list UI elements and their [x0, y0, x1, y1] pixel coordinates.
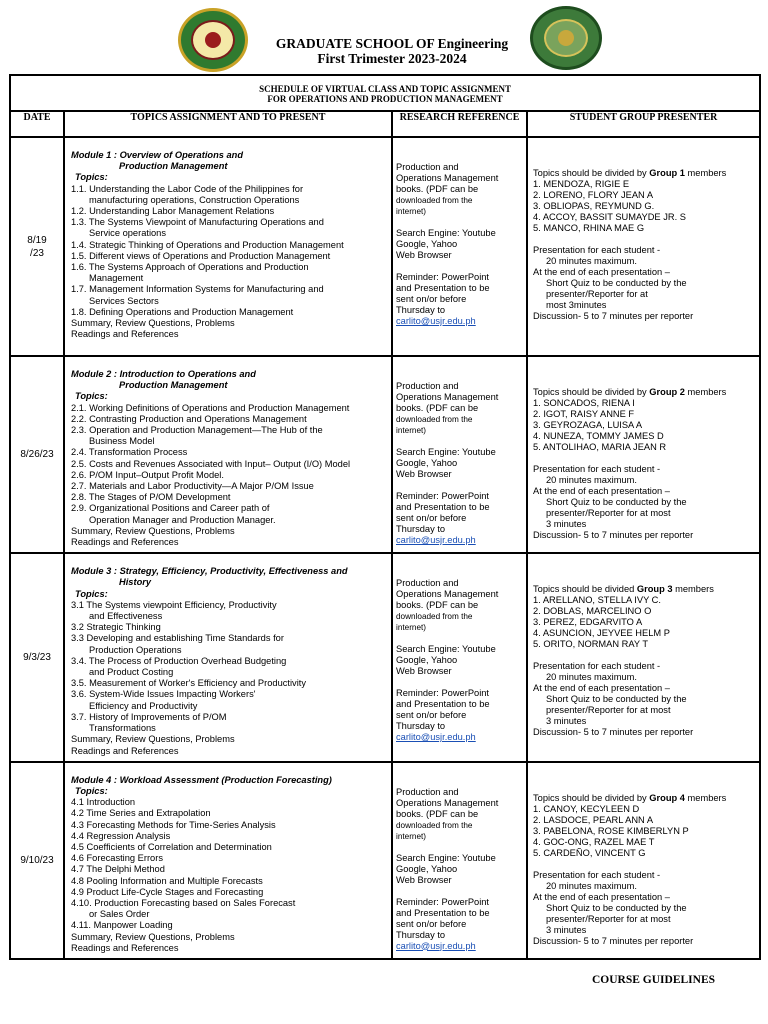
ref-line: downloaded from the — [396, 415, 473, 424]
presentation-rule: 20 minutes maximum. — [546, 880, 637, 891]
ref-line: Production and — [396, 381, 459, 391]
date-value: 9/10/23 — [20, 854, 54, 866]
presentation-rule: Presentation for each student - — [533, 245, 661, 255]
topics-label: Topics: — [75, 785, 108, 796]
date-value: 8/26/23 — [20, 449, 54, 461]
search-engine-line: Search Engine: Youtube — [396, 852, 496, 863]
group-member: 2. IGOT, RAISY ANNE F — [533, 409, 635, 419]
reminder-line: and Presentation to be — [396, 283, 490, 293]
seal-inner-ring — [544, 19, 588, 57]
topics-cell — [64, 137, 392, 356]
module-readings: Readings and References — [71, 745, 179, 756]
topic-item: 1.7. Management Information Systems for Manufacturing and — [71, 284, 324, 295]
topic-item: 4.2 Time Series and Extrapolation — [71, 808, 211, 819]
reminder-line: sent on/or before — [396, 294, 467, 304]
quiz-rule: Short Quiz to be conducted by the — [546, 497, 687, 507]
date-value-cont: /23 — [30, 247, 44, 259]
presentation-rule: Presentation for each student - — [533, 464, 661, 474]
schedule-row — [10, 762, 760, 959]
reminder-line: Thursday to — [396, 721, 446, 732]
topic-item: 4.5 Coefficients of Correlation and Determination — [71, 841, 272, 852]
group-member: 2. LASDOCE, PEARL ANN A — [533, 814, 654, 825]
presentation-rule: Presentation for each student - — [533, 869, 661, 880]
group-suffix: members — [675, 584, 714, 595]
date-value: 9/3/23 — [23, 651, 51, 663]
group-member: 3. OBLIOPAS, REYMUND G. — [533, 201, 655, 211]
reminder-line: Reminder: PowerPoint — [396, 491, 490, 501]
group-member: 5. MANCO, RHINA MAE G — [533, 223, 645, 233]
presenter-cell — [527, 553, 760, 761]
topic-item: 4.3 Forecasting Methods for Time-Series Analysis — [71, 819, 276, 830]
quiz-rule: presenter/Reporter for at most — [546, 913, 671, 924]
title-line-2: First Trimester 2023-2024 — [317, 51, 467, 66]
topic-item: 4.6 Forecasting Errors — [71, 853, 163, 864]
topic-item: 2.5. Costs and Revenues Associated with Input– Output (I/O) Model — [71, 458, 351, 469]
topic-item: 4.9 Product Life-Cycle Stages and Forecasting — [71, 886, 264, 897]
group-member: 1. MENDOZA, RIGIE E — [533, 179, 630, 189]
group-intro: Topics should be divided by — [533, 387, 647, 397]
reminder-line: Reminder: PowerPoint — [396, 272, 490, 282]
discussion-rule: Discussion- 5 to 7 minutes per reporter — [533, 530, 694, 540]
topics-cell — [64, 553, 392, 761]
seal-inner-ring — [191, 20, 235, 60]
column-header-reference: RESEARCH REFERENCE — [392, 111, 527, 137]
topic-item: 3.7. History of Improvements of P/OM — [71, 711, 227, 722]
topic-item: 2.8. The Stages of P/OM Development — [71, 492, 231, 503]
quiz-rule: 3 minutes — [546, 519, 587, 529]
topic-item: 4.11. Manpower Loading — [71, 920, 173, 931]
module-title-cont: History — [119, 577, 152, 588]
group-member: 1. ARELLANO, STELLA IVY C. — [533, 595, 661, 606]
reference-cell — [392, 553, 527, 761]
quiz-rule: At the end of each presentation – — [533, 891, 670, 902]
group-member: 5. ORITO, NORMAN RAY T — [533, 639, 649, 650]
banner-line-2: FOR OPERATIONS AND PRODUCTION MANAGEMENT — [267, 94, 503, 104]
date-cell — [10, 553, 64, 761]
date-cell — [10, 137, 64, 356]
module-summary: Summary, Review Questions, Problems — [71, 931, 235, 942]
module-title-cont: Production Management — [119, 161, 228, 172]
topic-item: 2.1. Working Definitions of Operations and Production Management — [71, 402, 350, 413]
topic-item-continuation: Management — [89, 273, 144, 284]
group-intro: Topics should be divided — [533, 584, 635, 595]
date-cell — [10, 356, 64, 553]
topic-item: 2.3. Operation and Production Management—The Hub of the — [71, 425, 323, 436]
group-intro: Topics should be divided by — [533, 792, 647, 803]
reminder-line: Thursday to — [396, 929, 446, 940]
discussion-rule: Discussion- 5 to 7 minutes per reporter — [533, 935, 694, 946]
module-title-cont: Production Management — [119, 380, 228, 391]
module-heading — [71, 150, 387, 161]
ref-line: downloaded from the — [396, 820, 473, 830]
module-heading — [71, 775, 387, 786]
ref-line: books. (PDF can be — [396, 403, 479, 413]
module-title: Overview of Operations and — [119, 150, 244, 160]
topic-item: 1.5. Different views of Operations and Production Management — [71, 250, 331, 261]
module-heading — [71, 566, 387, 577]
module-label: Module 2 : — [71, 369, 117, 379]
topic-item-continuation: Services Sectors — [89, 295, 159, 306]
group-suffix: members — [687, 168, 727, 178]
discussion-rule: Discussion- 5 to 7 minutes per reporter — [533, 727, 694, 738]
reminder-line: Thursday to — [396, 305, 446, 315]
reference-cell — [392, 356, 527, 553]
ref-line: Production and — [396, 578, 459, 589]
schedule-table — [9, 74, 761, 960]
topic-item: 1.1. Understanding the Labor Code of the Philippines for — [71, 183, 304, 194]
reminder-line: and Presentation to be — [396, 907, 490, 918]
schedule-rows — [10, 137, 760, 959]
topics-label: Topics: — [75, 588, 108, 599]
ref-line: Operations Management — [396, 589, 499, 600]
module-label: Module 1 : — [71, 150, 117, 160]
topic-item-continuation: and Effectiveness — [89, 611, 163, 622]
group-member: 2. DOBLAS, MARCELINO O — [533, 606, 652, 617]
topic-item: 2.2. Contrasting Production and Operations Management — [71, 413, 307, 424]
column-header-row — [10, 111, 760, 137]
topic-item: 1.3. The Systems Viewpoint of Manufacturing Operations and — [71, 217, 324, 228]
reminder-line: sent on/or before — [396, 710, 467, 721]
graduate-school-seal-logo — [530, 6, 602, 70]
search-engine-line: Search Engine: Youtube — [396, 447, 496, 457]
group-suffix: members — [687, 792, 727, 803]
quiz-rule: most 3minutes — [546, 300, 607, 310]
seal-emblem — [558, 30, 574, 46]
reminder-line: sent on/or before — [396, 918, 467, 929]
group-name: Group 1 — [649, 168, 685, 178]
presenter-cell — [527, 356, 760, 553]
quiz-rule: presenter/Reporter for at most — [546, 705, 671, 716]
module-readings: Readings and References — [71, 329, 179, 340]
topic-item-continuation: or Sales Order — [89, 909, 150, 920]
module-heading — [71, 369, 387, 380]
group-name: Group 3 — [636, 584, 673, 595]
search-engine-line: Web Browser — [396, 874, 452, 885]
column-header-presenter: STUDENT GROUP PRESENTER — [527, 111, 760, 137]
email-link[interactable]: carlito@usjr.edu.ph — [396, 940, 476, 951]
topic-item-continuation: Business Model — [89, 436, 155, 447]
page-title — [262, 36, 522, 66]
topic-item: 2.7. Materials and Labor Productivity—A Major P/OM Issue — [71, 481, 314, 492]
topic-item: 3.1 The Systems viewpoint Efficiency, Productivity — [71, 599, 277, 610]
title-line-1: GRADUATE SCHOOL OF Engineering — [275, 36, 509, 51]
schedule-row — [10, 553, 760, 761]
quiz-rule: Short Quiz to be conducted by the — [546, 278, 687, 288]
group-heading — [533, 793, 755, 804]
topic-item: 2.9. Organizational Positions and Career path of — [71, 503, 270, 514]
module-label: Module 3 : — [71, 566, 117, 577]
topic-item: 4.7 The Delphi Method — [71, 864, 165, 875]
email-link[interactable]: carlito@usjr.edu.ph — [396, 535, 476, 545]
group-heading — [533, 584, 755, 595]
quiz-rule: 3 minutes — [546, 716, 587, 727]
topic-item: 3.3 Developing and establishing Time Standards for — [71, 633, 284, 644]
quiz-rule: presenter/Reporter for at — [546, 289, 648, 299]
topic-item-continuation: Operation Manager and Production Manager. — [89, 514, 276, 525]
module-label: Module 4 : — [71, 774, 117, 785]
discussion-rule: Discussion- 5 to 7 minutes per reporter — [533, 311, 694, 321]
ref-line: Operations Management — [396, 392, 499, 402]
document-header — [0, 0, 768, 72]
presentation-rule: 20 minutes maximum. — [546, 475, 637, 485]
search-engine-line: Google, Yahoo — [396, 863, 458, 874]
group-member: 3. PEREZ, EDGARVITO A — [533, 617, 643, 628]
module-summary: Summary, Review Questions, Problems — [71, 734, 235, 745]
topic-item: 4.1 Introduction — [71, 797, 136, 808]
ref-line: internet) — [396, 426, 427, 435]
search-engine-line: Web Browser — [396, 666, 452, 677]
topic-item: 3.4. The Process of Production Overhead Budgeting — [71, 655, 287, 666]
ref-line: Operations Management — [396, 173, 499, 183]
banner-row — [10, 75, 760, 111]
group-member: 1. SONCADOS, RIENA I — [533, 398, 635, 408]
topic-item-continuation: and Product Costing — [89, 667, 174, 678]
group-member: 4. NUNEZA, TOMMY JAMES D — [533, 431, 664, 441]
group-member: 3. PABELONA, ROSE KIMBERLYN P — [533, 825, 689, 836]
topics-cell — [64, 762, 392, 959]
module-readings: Readings and References — [71, 537, 179, 548]
group-member: 5. CARDEÑO, VINCENT G — [533, 847, 646, 858]
ref-line: books. (PDF can be — [396, 808, 479, 819]
group-name: Group 4 — [649, 792, 685, 803]
reminder-line: and Presentation to be — [396, 699, 490, 710]
reference-cell — [392, 137, 527, 356]
topic-item: 2.6. P/OM Input–Output Profit Model. — [71, 469, 224, 480]
ref-line: Production and — [396, 786, 459, 797]
ref-line: internet) — [396, 207, 427, 216]
search-engine-line: Web Browser — [396, 250, 452, 260]
ref-line: Operations Management — [396, 797, 499, 808]
ref-line: downloaded from the — [396, 196, 473, 205]
topic-item: 1.8. Defining Operations and Production Management — [71, 306, 294, 317]
module-summary: Summary, Review Questions, Problems — [71, 525, 235, 536]
topic-item: 4.8 Pooling Information and Multiple Forecasts — [71, 875, 263, 886]
topic-item-continuation: manufacturing operations, Construction Operations — [89, 194, 300, 205]
quiz-rule: At the end of each presentation – — [533, 267, 670, 277]
email-link[interactable]: carlito@usjr.edu.ph — [396, 732, 476, 743]
search-engine-line: Google, Yahoo — [396, 458, 458, 468]
module-title: Strategy, Efficiency, Productivity, Effectiveness and — [119, 566, 348, 577]
group-intro: Topics should be divided by — [533, 168, 647, 178]
topic-item: 3.2 Strategic Thinking — [71, 622, 161, 633]
schedule-row — [10, 137, 760, 356]
quiz-rule: At the end of each presentation – — [533, 486, 670, 496]
presenter-cell — [527, 137, 760, 356]
email-link[interactable]: carlito@usjr.edu.ph — [396, 316, 476, 326]
date-value: 8/19 — [27, 234, 47, 246]
group-member: 1. CANOY, KECYLEEN D — [533, 803, 640, 814]
topic-item: 1.6. The Systems Approach of Operations and Production — [71, 262, 309, 273]
presentation-rule: Presentation for each student - — [533, 661, 661, 672]
topic-item: 4.4 Regression Analysis — [71, 830, 171, 841]
topics-cell — [64, 356, 392, 553]
ref-line: books. (PDF can be — [396, 184, 479, 194]
reference-cell — [392, 762, 527, 959]
module-title: Introduction to Operations and — [119, 369, 256, 379]
column-header-topics: TOPICS ASSIGNMENT AND TO PRESENT — [64, 111, 392, 137]
quiz-rule: At the end of each presentation – — [533, 683, 670, 694]
banner-line-1: SCHEDULE OF VIRTUAL CLASS AND TOPIC ASSIGNMENT — [259, 84, 511, 94]
presentation-rule: 20 minutes maximum. — [546, 672, 637, 683]
column-header-date: DATE — [10, 111, 64, 137]
module-title: Workload Assessment (Production Forecasting) — [119, 774, 332, 785]
ref-line: internet) — [396, 831, 427, 841]
reminder-line: Thursday to — [396, 524, 446, 534]
topic-item: 1.2. Understanding Labor Management Relations — [71, 206, 275, 217]
search-engine-line: Search Engine: Youtube — [396, 644, 496, 655]
university-seal-logo — [178, 8, 248, 72]
topic-item: 3.6. System-Wide Issues Impacting Workers' — [71, 689, 256, 700]
quiz-rule: 3 minutes — [546, 924, 587, 935]
ref-line: Production and — [396, 162, 459, 172]
reminder-line: Reminder: PowerPoint — [396, 688, 490, 699]
topic-item-continuation: Efficiency and Productivity — [89, 700, 198, 711]
topic-item: 1.4. Strategic Thinking of Operations and Production Management — [71, 239, 344, 250]
quiz-rule: Short Quiz to be conducted by the — [546, 902, 687, 913]
presenter-cell — [527, 762, 760, 959]
topic-item: 3.5. Measurement of Worker's Efficiency and Productivity — [71, 678, 306, 689]
group-member: 3. GEYROZAGA, LUISA A — [533, 420, 643, 430]
module-readings: Readings and References — [71, 942, 179, 953]
topic-item-continuation: Production Operations — [89, 644, 182, 655]
topics-label: Topics: — [75, 172, 108, 183]
seal-emblem — [205, 32, 221, 48]
quiz-rule: presenter/Reporter for at most — [546, 508, 671, 518]
ref-line: internet) — [396, 623, 427, 633]
topic-item: 4.10. Production Forecasting based on Sales Forecast — [71, 897, 296, 908]
topic-item-continuation: Service operations — [89, 228, 166, 239]
search-engine-line: Web Browser — [396, 469, 452, 479]
group-member: 4. ACCOY, BASSIT SUMAYDE JR. S — [533, 212, 686, 222]
presentation-rule: 20 minutes maximum. — [546, 256, 637, 266]
group-heading — [533, 387, 755, 398]
date-cell — [10, 762, 64, 959]
ref-line: books. (PDF can be — [396, 600, 479, 611]
group-member: 2. LORENO, FLORY JEAN A — [533, 190, 654, 200]
search-engine-line: Search Engine: Youtube — [396, 228, 496, 238]
topic-item-continuation: Transformations — [89, 723, 156, 734]
schedule-banner — [10, 75, 760, 111]
search-engine-line: Google, Yahoo — [396, 239, 458, 249]
reminder-line: Reminder: PowerPoint — [396, 896, 490, 907]
group-suffix: members — [687, 387, 727, 397]
topic-item: 2.4. Transformation Process — [71, 447, 188, 458]
group-name: Group 2 — [649, 387, 685, 397]
ref-line: downloaded from the — [396, 612, 473, 622]
quiz-rule: Short Quiz to be conducted by the — [546, 694, 687, 705]
search-engine-line: Google, Yahoo — [396, 655, 458, 666]
group-heading — [533, 168, 755, 179]
reminder-line: sent on/or before — [396, 513, 467, 523]
group-member: 4. ASUNCION, JEYVEE HELM P — [533, 628, 670, 639]
module-summary: Summary, Review Questions, Problems — [71, 318, 235, 329]
schedule-row — [10, 356, 760, 553]
course-guidelines-label: COURSE GUIDELINES — [592, 974, 716, 986]
group-member: 5. ANTOLIHAO, MARIA JEAN R — [533, 442, 667, 452]
group-member: 4. GOC-ONG, RAZEL MAE T — [533, 836, 655, 847]
topics-label: Topics: — [75, 391, 108, 402]
reminder-line: and Presentation to be — [396, 502, 490, 512]
